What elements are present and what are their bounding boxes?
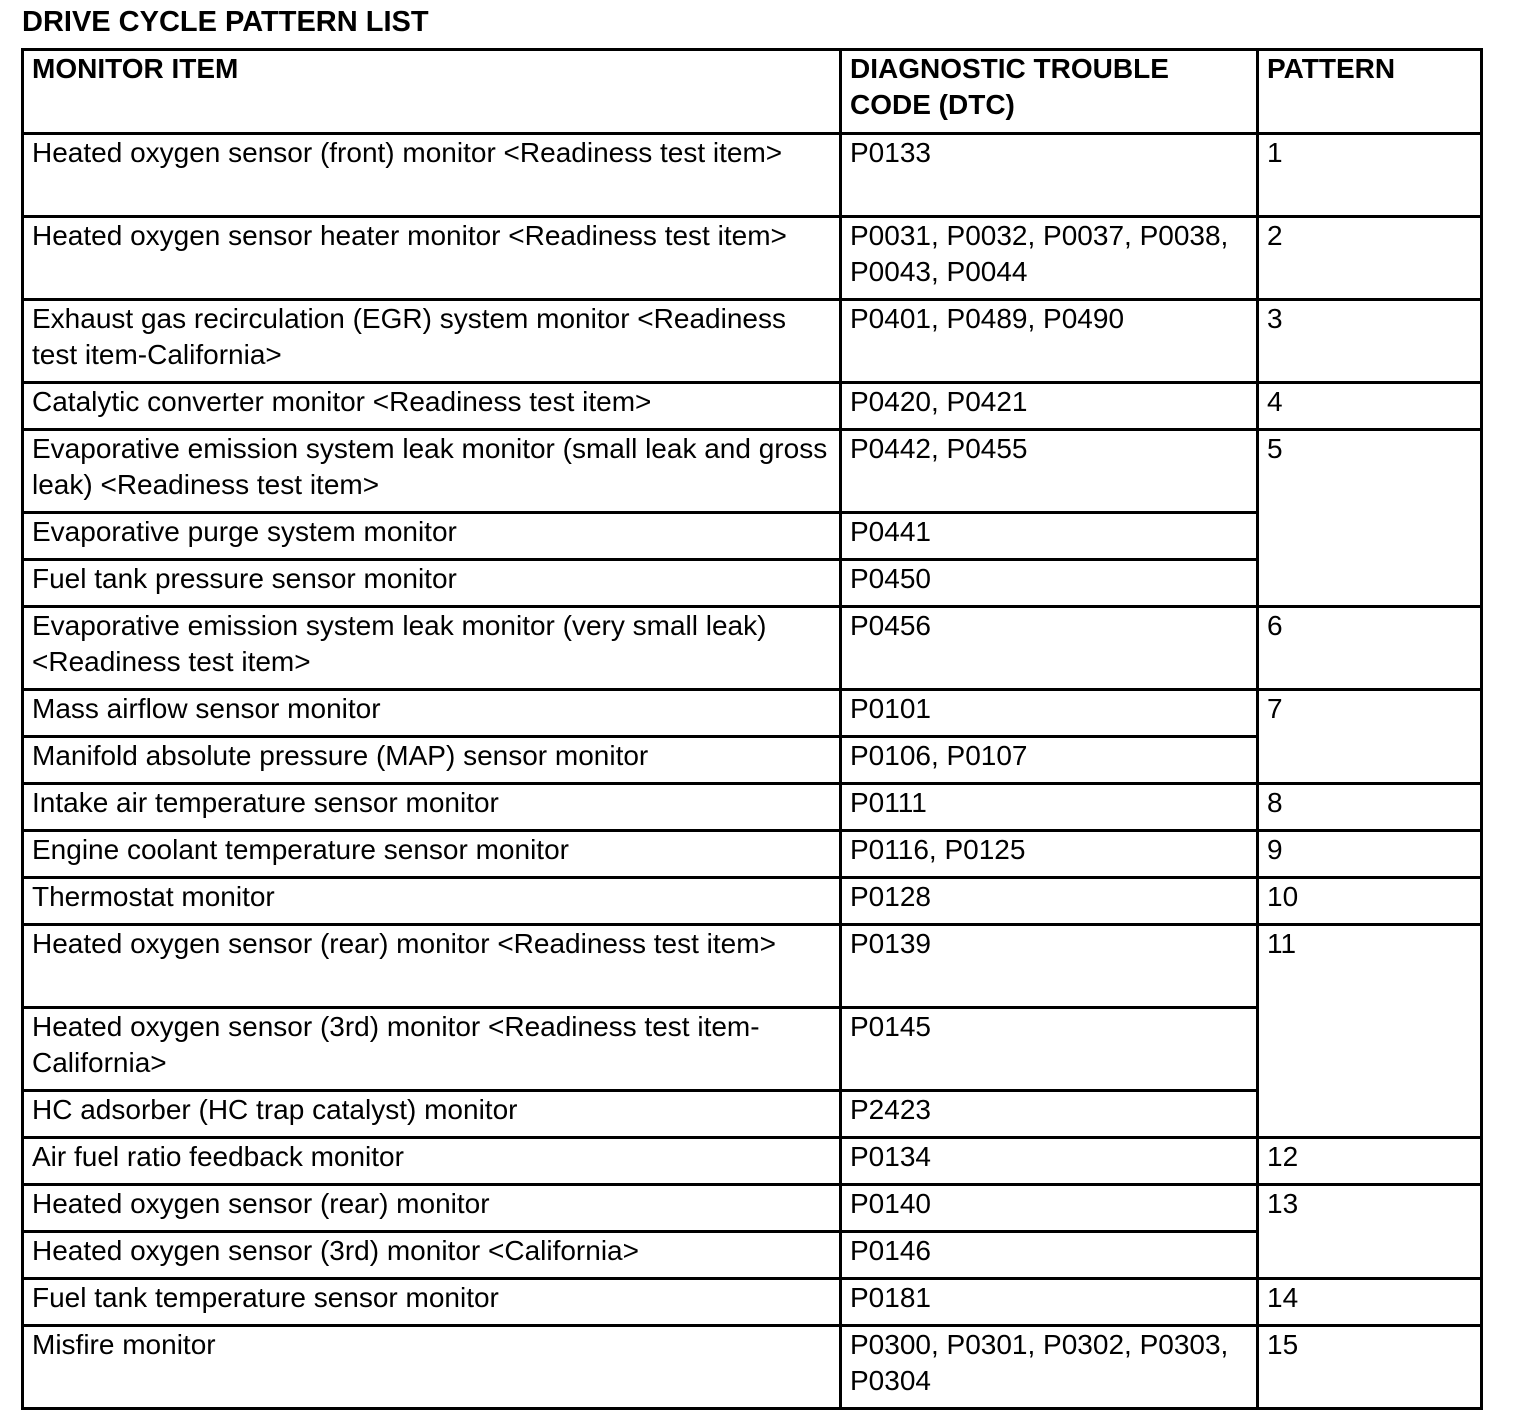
dtc-cell: P0134 <box>841 1138 1258 1185</box>
table-row <box>23 607 1482 690</box>
monitor-item-cell: Air fuel ratio feedback monitor <box>23 1138 841 1185</box>
pattern-cell: 12 <box>1258 1138 1482 1185</box>
monitor-item-cell: Heated oxygen sensor (front) monitor <Readiness test item> <box>23 134 841 217</box>
table-row <box>23 925 1482 1008</box>
pattern-cell: 11 <box>1258 925 1482 1138</box>
dtc-cell: P0300, P0301, P0302, P0303, P0304 <box>841 1326 1258 1409</box>
pattern-cell: 9 <box>1258 831 1482 878</box>
monitor-item-cell: Evaporative emission system leak monitor (very small leak) <Readiness test item> <box>23 607 841 690</box>
header-monitor-item: MONITOR ITEM <box>23 50 841 134</box>
pattern-cell: 13 <box>1258 1185 1482 1279</box>
monitor-item-cell: Heated oxygen sensor heater monitor <Readiness test item> <box>23 217 841 300</box>
table-row <box>23 300 1482 383</box>
header-pattern: PATTERN <box>1258 50 1482 134</box>
dtc-cell: P0140 <box>841 1185 1258 1232</box>
monitor-item-cell: Intake air temperature sensor monitor <box>23 784 841 831</box>
header-row <box>23 50 1482 134</box>
monitor-item-cell: Fuel tank pressure sensor monitor <box>23 560 841 607</box>
monitor-item-cell: Catalytic converter monitor <Readiness test item> <box>23 383 841 430</box>
dtc-cell: P0145 <box>841 1008 1258 1091</box>
dtc-cell: P0128 <box>841 878 1258 925</box>
monitor-item-cell: HC adsorber (HC trap catalyst) monitor <box>23 1091 841 1138</box>
dtc-cell: P0111 <box>841 784 1258 831</box>
dtc-cell: P0441 <box>841 513 1258 560</box>
table-row <box>23 878 1482 925</box>
drive-cycle-pattern-table <box>21 48 1483 1410</box>
monitor-item-cell: Heated oxygen sensor (rear) monitor <Readiness test item> <box>23 925 841 1008</box>
pattern-cell: 6 <box>1258 607 1482 690</box>
monitor-item-cell: Exhaust gas recirculation (EGR) system monitor <Readiness test item-California> <box>23 300 841 383</box>
pattern-cell: 7 <box>1258 690 1482 784</box>
dtc-cell: P0181 <box>841 1279 1258 1326</box>
dtc-cell: P0139 <box>841 925 1258 1008</box>
monitor-item-cell: Heated oxygen sensor (3rd) monitor <Readiness test item-California> <box>23 1008 841 1091</box>
table-row <box>23 1185 1482 1232</box>
monitor-item-cell: Misfire monitor <box>23 1326 841 1409</box>
dtc-cell: P0442, P0455 <box>841 430 1258 513</box>
dtc-cell: P0101 <box>841 690 1258 737</box>
monitor-item-cell: Fuel tank temperature sensor monitor <box>23 1279 841 1326</box>
monitor-item-cell: Mass airflow sensor monitor <box>23 690 841 737</box>
pattern-cell: 14 <box>1258 1279 1482 1326</box>
dtc-cell: P0456 <box>841 607 1258 690</box>
pattern-cell: 8 <box>1258 784 1482 831</box>
pattern-cell: 1 <box>1258 134 1482 217</box>
dtc-cell: P0133 <box>841 134 1258 217</box>
pattern-cell: 15 <box>1258 1326 1482 1409</box>
dtc-cell: P0450 <box>841 560 1258 607</box>
monitor-item-cell: Evaporative emission system leak monitor (small leak and gross leak) <Readiness test item> <box>23 430 841 513</box>
monitor-item-cell: Evaporative purge system monitor <box>23 513 841 560</box>
monitor-item-cell: Heated oxygen sensor (rear) monitor <box>23 1185 841 1232</box>
table-row <box>23 383 1482 430</box>
dtc-cell: P2423 <box>841 1091 1258 1138</box>
dtc-cell: P0106, P0107 <box>841 737 1258 784</box>
table-row <box>23 690 1482 737</box>
header-dtc: DIAGNOSTIC TROUBLE CODE (DTC) <box>841 50 1258 134</box>
table-row <box>23 831 1482 878</box>
dtc-cell: P0420, P0421 <box>841 383 1258 430</box>
page-title: DRIVE CYCLE PATTERN LIST <box>22 6 429 38</box>
monitor-item-cell: Heated oxygen sensor (3rd) monitor <California> <box>23 1232 841 1279</box>
dtc-cell: P0146 <box>841 1232 1258 1279</box>
pattern-cell: 5 <box>1258 430 1482 607</box>
pattern-cell: 10 <box>1258 878 1482 925</box>
pattern-cell: 2 <box>1258 217 1482 300</box>
table-row <box>23 1279 1482 1326</box>
dtc-cell: P0401, P0489, P0490 <box>841 300 1258 383</box>
monitor-item-cell: Engine coolant temperature sensor monitor <box>23 831 841 878</box>
table-row <box>23 1138 1482 1185</box>
dtc-cell: P0116, P0125 <box>841 831 1258 878</box>
table-row <box>23 134 1482 217</box>
pattern-cell: 4 <box>1258 383 1482 430</box>
table-row <box>23 1326 1482 1409</box>
table-row <box>23 784 1482 831</box>
monitor-item-cell: Thermostat monitor <box>23 878 841 925</box>
dtc-cell: P0031, P0032, P0037, P0038, P0043, P0044 <box>841 217 1258 300</box>
monitor-item-cell: Manifold absolute pressure (MAP) sensor monitor <box>23 737 841 784</box>
pattern-cell: 3 <box>1258 300 1482 383</box>
table-row <box>23 430 1482 513</box>
table-row <box>23 217 1482 300</box>
